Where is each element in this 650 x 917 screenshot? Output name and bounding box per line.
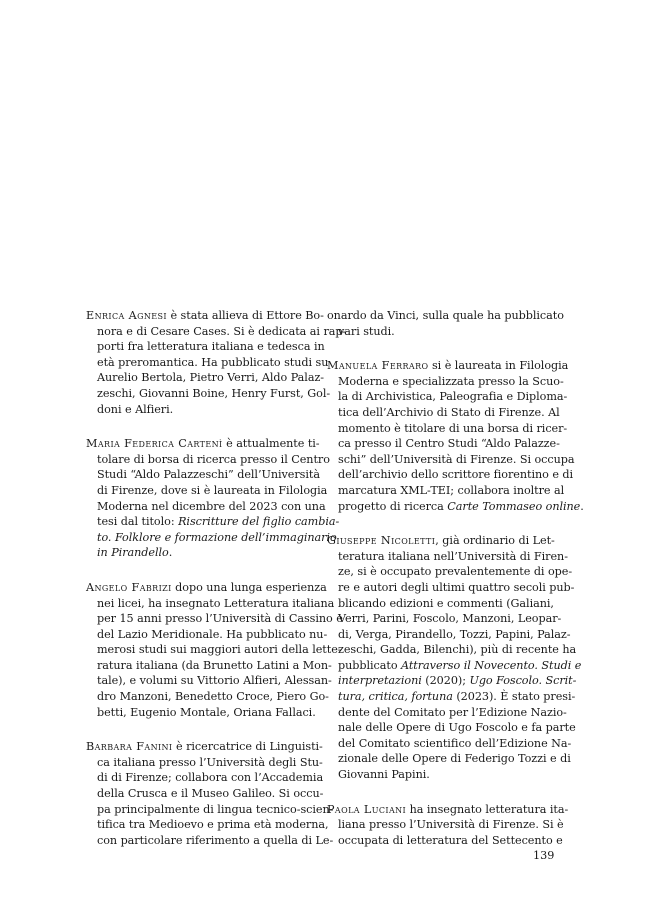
- text-line: [327, 736, 572, 752]
- text-run: è ricercatrice di Linguisti-: [172, 740, 323, 754]
- text-run: porti fra letteratura italiana e tedesca in: [97, 340, 325, 354]
- text-line: [86, 596, 335, 612]
- text-run: vari studi.: [338, 324, 395, 338]
- text-run: Studi “Aldo Palazzeschi” dell’Università: [97, 468, 320, 482]
- text-line: [86, 402, 312, 418]
- bio-entry: [327, 533, 582, 783]
- text-line: [327, 405, 560, 421]
- text-run: di di Firenze; collabora con l’Accademia: [97, 771, 324, 785]
- bio-entry: [86, 580, 343, 720]
- text-run: Moderna e specializzata presso la Scuo-: [338, 374, 564, 388]
- bio-entry: [327, 802, 569, 849]
- text-run: momento è titolare di una borsa di ricer-: [338, 421, 568, 435]
- text-line: [327, 549, 568, 565]
- text-run: per 15 anni presso l’Università di Cassino e: [97, 612, 343, 626]
- text-run: della Crusca e il Museo Galileo. Si occu-: [97, 787, 324, 801]
- text-line: [327, 308, 564, 324]
- author-name: Barbara Fanini: [86, 740, 173, 754]
- text-run: (2020);: [421, 674, 470, 688]
- text-line: [86, 530, 337, 546]
- text-run: Verri, Parini, Foscolo, Manzoni, Leopar-: [338, 612, 562, 626]
- text-line: [86, 770, 324, 786]
- author-name: Giuseppe Nicoletti: [327, 534, 436, 548]
- bio-entry: [86, 308, 347, 417]
- italic-title: to. Folklore e formazione dell’immaginario: [97, 530, 337, 544]
- text-run: tolare di borsa di ricerca presso il Centro: [97, 452, 330, 466]
- text-run: blicando edizioni e commenti (Galiani,: [338, 596, 554, 610]
- text-line: [327, 580, 575, 596]
- text-run: dell’archivio dello scrittore fiorentino e di: [338, 468, 574, 482]
- text-line: [327, 324, 553, 340]
- text-run: teratura italiana nell’Università di Firen-: [338, 549, 568, 563]
- text-line: [327, 833, 563, 849]
- text-run: zeschi, Gadda, Bilenchi), più di recente ha: [338, 643, 577, 657]
- text-run: ca presso il Centro Studi “Aldo Palazze-: [338, 437, 560, 451]
- left-column: [86, 308, 347, 867]
- bio-entry: [86, 739, 334, 848]
- text-run: dopo una lunga esperienza: [171, 580, 327, 594]
- text-run: tesi dal titolo:: [97, 515, 179, 529]
- text-line: [327, 467, 574, 483]
- author-name: Enrica Agnesi: [86, 309, 167, 322]
- text-line: [86, 499, 326, 515]
- text-run: betti, Eugenio Montale, Oriana Fallaci.: [97, 705, 316, 719]
- text-line: [327, 802, 569, 818]
- text-run: ca italiana presso l’Università degli Stu-: [97, 755, 323, 769]
- text-line: [327, 421, 568, 437]
- text-line: [86, 673, 332, 689]
- author-name: Manuela Ferraro: [327, 359, 429, 373]
- text-line: [327, 533, 553, 549]
- text-line: [327, 751, 571, 767]
- text-line: [86, 627, 328, 643]
- text-run: con particolare riferimento a quella di Le-: [97, 833, 334, 847]
- text-run: nei licei, ha insegnato Letteratura italiana: [97, 596, 335, 610]
- text-run: del Lazio Meridionale. Ha pubblicato nu-: [97, 627, 328, 641]
- text-run: marcatura XML-TEI; collabora inoltre al: [338, 483, 565, 497]
- text-run: tale), e volumi su Vittorio Alfieri, Alessan-: [97, 674, 332, 688]
- text-line: [86, 802, 334, 818]
- bio-entry: [86, 436, 340, 561]
- text-line: [327, 358, 569, 374]
- italic-title: Carte Tommaseo online: [447, 499, 581, 513]
- text-run: è stata allieva di Ettore Bo-: [166, 309, 324, 322]
- text-line: [86, 355, 329, 371]
- text-run: tica dell’Archivio di Stato di Firenze. Al: [338, 405, 560, 419]
- text-line: [86, 739, 323, 755]
- text-line: [327, 705, 567, 721]
- text-run: pubblicato: [338, 658, 402, 672]
- text-run: occupata di letteratura del Settecento e: [338, 833, 563, 847]
- text-line: [86, 817, 329, 833]
- text-line: [86, 755, 323, 771]
- text-line: [86, 386, 331, 402]
- author-name: Angelo Fabrizi: [86, 580, 172, 594]
- text-line: [86, 467, 320, 483]
- text-line: [86, 642, 342, 658]
- text-line: [86, 308, 324, 324]
- text-line: [86, 833, 334, 849]
- text-run: è attualmente ti-: [222, 437, 320, 451]
- text-line: [327, 452, 575, 468]
- text-line: [327, 436, 560, 452]
- bio-entry: [327, 358, 584, 514]
- italic-title: interpretazioni: [338, 674, 422, 688]
- italic-title: Attraverso il Novecento. Studi e: [401, 658, 582, 672]
- text-line: [86, 436, 320, 452]
- text-line: [327, 720, 576, 736]
- text-run: Aurelio Bertola, Pietro Verri, Aldo Palaz-: [97, 371, 325, 385]
- text-line: [327, 767, 553, 783]
- text-run: ha insegnato letteratura ita-: [406, 802, 569, 816]
- text-run: ratura italiana (da Brunetto Latini a Mon-: [97, 658, 332, 672]
- text-run: .: [580, 499, 584, 513]
- text-run: (2023). È stato presi-: [452, 690, 576, 704]
- italic-title: in Pirandello: [97, 546, 169, 560]
- text-line: [86, 545, 312, 561]
- text-line: [86, 514, 340, 530]
- text-run: nora e di Cesare Cases. Si è dedicata ai rap-: [97, 324, 347, 338]
- text-run: di, Verga, Pirandello, Tozzi, Papini, Palaz-: [338, 627, 571, 641]
- text-line: [86, 658, 332, 674]
- text-line: [86, 689, 329, 705]
- text-run: la di Archivistica, Paleografia e Diploma-: [338, 390, 568, 404]
- italic-title: Ugo Foscolo. Scrit-: [469, 674, 577, 688]
- text-run: ze, si è occupato prevalentemente di ope-: [338, 565, 573, 579]
- text-run: liana presso l’Università di Firenze. Si è: [338, 818, 564, 832]
- right-column: [327, 308, 584, 867]
- text-run: Giovanni Papini.: [338, 768, 430, 782]
- text-run: zionale delle Opere di Federigo Tozzi e di: [338, 752, 571, 766]
- text-line: [327, 673, 577, 689]
- text-run: dente del Comitato per l’Edizione Nazio-: [338, 705, 567, 719]
- text-run: re e autori degli ultimi quattro secoli pub-: [338, 580, 575, 594]
- text-line: [86, 786, 324, 802]
- text-line: [86, 370, 325, 386]
- author-name: Paola Luciani: [327, 802, 407, 816]
- text-line: [327, 817, 564, 833]
- author-name: Maria Federica Cartenì: [86, 437, 223, 451]
- text-line: [327, 611, 562, 627]
- text-line: [86, 705, 316, 721]
- text-line: [86, 580, 327, 596]
- text-run: pa principalmente di lingua tecnico-scien-: [97, 802, 334, 816]
- text-run: di Firenze, dove si è laureata in Filologia: [97, 483, 328, 497]
- text-line: [327, 642, 577, 658]
- text-line: [327, 596, 553, 612]
- text-line: [86, 339, 325, 355]
- text-run: Moderna nel dicembre del 2023 con una: [97, 499, 326, 513]
- text-line: [86, 483, 328, 499]
- text-line: [327, 389, 568, 405]
- italic-title: tura, critica, fortuna: [338, 690, 453, 704]
- bio-entry: [327, 308, 564, 339]
- text-run: dro Manzoni, Benedetto Croce, Piero Go-: [97, 690, 329, 704]
- text-line: [327, 564, 573, 580]
- text-line: [327, 627, 571, 643]
- text-line: [327, 689, 576, 705]
- text-line: [327, 483, 565, 499]
- text-run: età preromantica. Ha pubblicato studi su: [97, 355, 329, 369]
- text-run: si è laureata in Filologia: [428, 359, 569, 373]
- text-run: onardo da Vinci, sulla quale ha pubblicato: [327, 309, 564, 322]
- text-run: doni e Alfieri.: [97, 402, 174, 416]
- page-number: 139: [533, 849, 555, 862]
- text-line: [327, 374, 564, 390]
- text-run: schi” dell’Università di Firenze. Si occupa: [338, 452, 575, 466]
- text-line: [86, 452, 330, 468]
- text-run: .: [168, 546, 173, 560]
- text-run: zeschi, Giovanni Boine, Henry Furst, Gol-: [97, 386, 331, 400]
- text-line: [86, 324, 347, 340]
- text-run: progetto di ricerca: [338, 499, 448, 513]
- text-run: del Comitato scientifico dell’Edizione Na-: [338, 736, 572, 750]
- text-run: merosi studi sui maggiori autori della lette-: [97, 643, 342, 657]
- text-line: [327, 499, 584, 515]
- text-line: [327, 658, 582, 674]
- text-run: tifica tra Medioevo e prima età moderna,: [97, 818, 329, 832]
- text-line: [86, 611, 343, 627]
- text-run: , già ordinario di Let-: [435, 534, 555, 548]
- text-run: nale delle Opere di Ugo Foscolo e fa parte: [338, 721, 576, 735]
- italic-title: Riscritture del figlio cambia-: [178, 515, 340, 529]
